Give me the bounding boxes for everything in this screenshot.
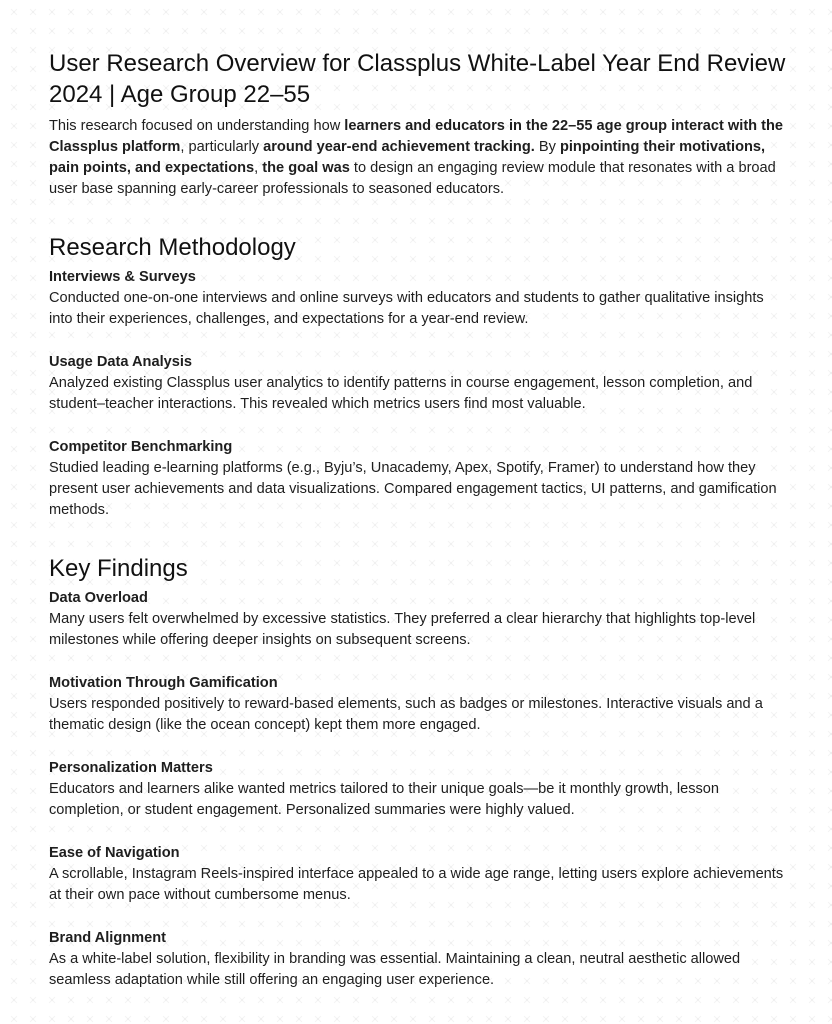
- item-text: Educators and learners alike wanted metrics tailored to their unique goals—be it monthly growth, lesson completion, or student engagement. Personalized summaries were highly valued.: [49, 781, 720, 818]
- item-title: Interviews & Surveys: [49, 269, 196, 285]
- item-text: Many users felt overwhelmed by excessive statistics. They preferred a clear hierarchy that highlights top-level milestones while offering deeper insights on subsequent screens.: [49, 611, 756, 648]
- item-title: Data Overload: [49, 590, 148, 606]
- intro-emphasis: the goal was: [262, 160, 350, 176]
- section-item: [49, 351, 789, 415]
- item-title: Ease of Navigation: [49, 845, 180, 861]
- item-title: Brand Alignment: [49, 930, 167, 946]
- sections: [49, 233, 789, 991]
- intro-text: This research focused on understanding how: [49, 118, 345, 134]
- item-title: Personalization Matters: [49, 760, 213, 776]
- intro-paragraph: [49, 116, 789, 200]
- item-text: A scrollable, Instagram Reels-inspired interface appealed to a wide age range, letting users explore achievements at their own pace without cumbersome menus.: [49, 866, 784, 903]
- section-heading: Key Findings: [49, 555, 188, 582]
- item-text: Analyzed existing Classplus user analytics to identify patterns in course engagement, lesson completion, and student–teacher interactions. This revealed which metrics users find most valuable.: [49, 375, 753, 412]
- section-item: [49, 927, 789, 991]
- intro-text: to design an engaging review module that resonates with a broad user base spanning early-career professionals to seasoned educators.: [49, 160, 776, 197]
- section-research-methodology: [49, 233, 789, 521]
- intro-text: , particularly: [180, 139, 264, 155]
- page-title: User Research Overview for Classplus White-Label Year End Review 2024 | Age Group 22–55: [49, 50, 786, 108]
- section-heading: Research Methodology: [49, 234, 296, 261]
- section-item: [49, 842, 789, 906]
- item-text: Conducted one-on-one interviews and online surveys with educators and students to gather qualitative insights into their experiences, challenges, and expectations for a year-end review.: [49, 290, 764, 327]
- item-text: Studied leading e-learning platforms (e.g., Byju’s, Unacademy, Apex, Spotify, Framer) to understand how they present user achievements and data visualizations. Compared engagement tactics, UI patterns, and gamification methods.: [49, 460, 777, 518]
- item-title: Motivation Through Gamification: [49, 675, 278, 691]
- section-item: [49, 266, 789, 330]
- section-item: [49, 672, 789, 736]
- item-title: Usage Data Analysis: [49, 354, 193, 370]
- intro-emphasis: around year-end achievement tracking.: [263, 139, 535, 155]
- section-item: [49, 436, 789, 521]
- intro-emphasis: learners and educators in the 22–55 age group interact with the Classplus platform: [49, 118, 784, 155]
- section-key-findings: [49, 554, 789, 991]
- section-item: [49, 757, 789, 821]
- item-text: As a white-label solution, flexibility in branding was essential. Maintaining a clean, neutral aesthetic allowed seamless adaptation while still offering an engaging user experience.: [49, 951, 741, 988]
- intro-text: ,: [254, 160, 263, 176]
- intro-emphasis: pinpointing their motivations, pain points, and expectations: [49, 139, 766, 176]
- intro-text: By: [534, 139, 560, 155]
- section-item: [49, 587, 789, 651]
- item-title: Competitor Benchmarking: [49, 439, 233, 455]
- item-text: Users responded positively to reward-based elements, such as badges or milestones. Interactive visuals and a thematic design (like the ocean concept) kept them more engaged.: [49, 696, 763, 733]
